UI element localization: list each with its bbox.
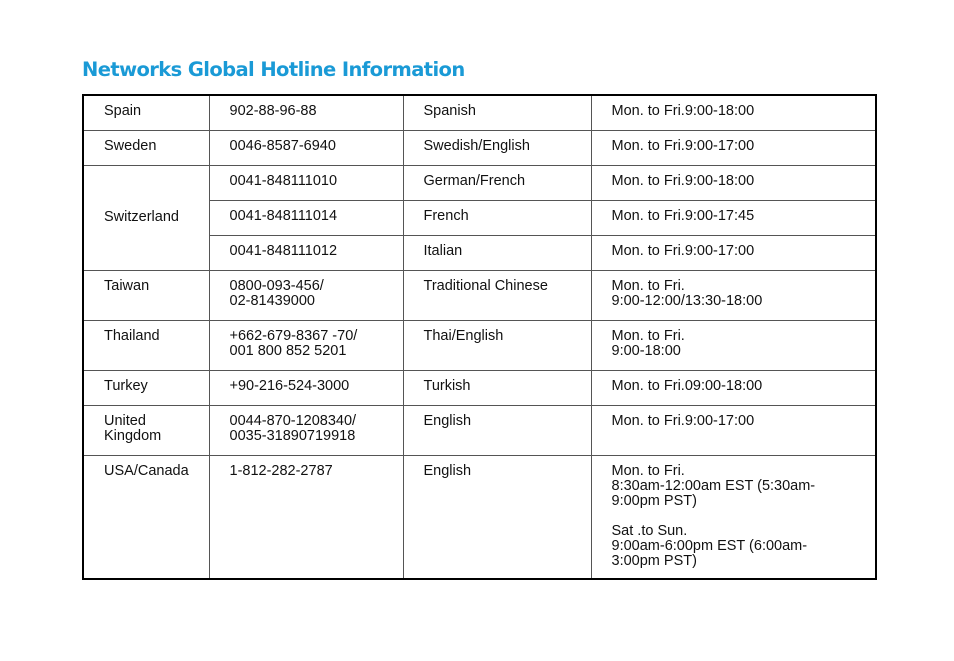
page-title: Networks Global Hotline Information [82,58,465,81]
phone-cell: 1-812-282-2787 [209,455,403,579]
phone-cell: +662-679-8367 -70/ 001 800 852 5201 [209,320,403,370]
table-row [83,130,876,165]
hours-cell: Mon. to Fri. 9:00-12:00/13:30-18:00 [591,270,876,320]
hours-cell: Mon. to Fri.9:00-17:00 [591,130,876,165]
hours-cell: Mon. to Fri.9:00-17:00 [591,405,876,455]
country-cell: Sweden [83,130,209,165]
hours-cell: Mon. to Fri.9:00-18:00 [591,95,876,130]
phone-cell: 0046-8587-6940 [209,130,403,165]
phone-cell: 0800-093-456/ 02-81439000 [209,270,403,320]
hours-cell: Mon. to Fri. 8:30am-12:00am EST (5:30am- 9:00pm PST) Sat .to Sun. 9:00am-6:00pm EST (6:00am- 3:00pm PST) [591,455,876,579]
phone-cell: 0041-848111010 [209,165,403,200]
language-cell: French [403,200,591,235]
table-row [83,405,876,455]
language-cell: Thai/English [403,320,591,370]
hours-cell: Mon. to Fri.9:00-17:00 [591,235,876,270]
hotline-table [82,94,877,580]
country-cell: Switzerland [83,165,209,270]
country-cell: USA/Canada [83,455,209,579]
hours-cell: Mon. to Fri.9:00-17:45 [591,200,876,235]
paragraph-gap [612,509,866,524]
language-cell: German/French [403,165,591,200]
hours-cell: Mon. to Fri.09:00-18:00 [591,370,876,405]
phone-cell: 0041-848111014 [209,200,403,235]
table-row [83,370,876,405]
language-cell: Traditional Chinese [403,270,591,320]
phone-cell: 0044-870-1208340/ 0035-31890719918 [209,405,403,455]
language-cell: English [403,405,591,455]
country-cell: Turkey [83,370,209,405]
country-cell: United Kingdom [83,405,209,455]
phone-cell: 902-88-96-88 [209,95,403,130]
language-cell: Swedish/English [403,130,591,165]
table-row [83,270,876,320]
language-cell: English [403,455,591,579]
table-row [83,455,876,579]
phone-cell: 0041-848111012 [209,235,403,270]
hours-cell: Mon. to Fri.9:00-18:00 [591,165,876,200]
country-cell: Taiwan [83,270,209,320]
language-cell: Italian [403,235,591,270]
table-row [83,95,876,130]
country-cell: Spain [83,95,209,130]
language-cell: Turkish [403,370,591,405]
country-cell: Thailand [83,320,209,370]
table-row [83,165,876,200]
table-row [83,320,876,370]
language-cell: Spanish [403,95,591,130]
phone-cell: +90-216-524-3000 [209,370,403,405]
hours-cell: Mon. to Fri. 9:00-18:00 [591,320,876,370]
